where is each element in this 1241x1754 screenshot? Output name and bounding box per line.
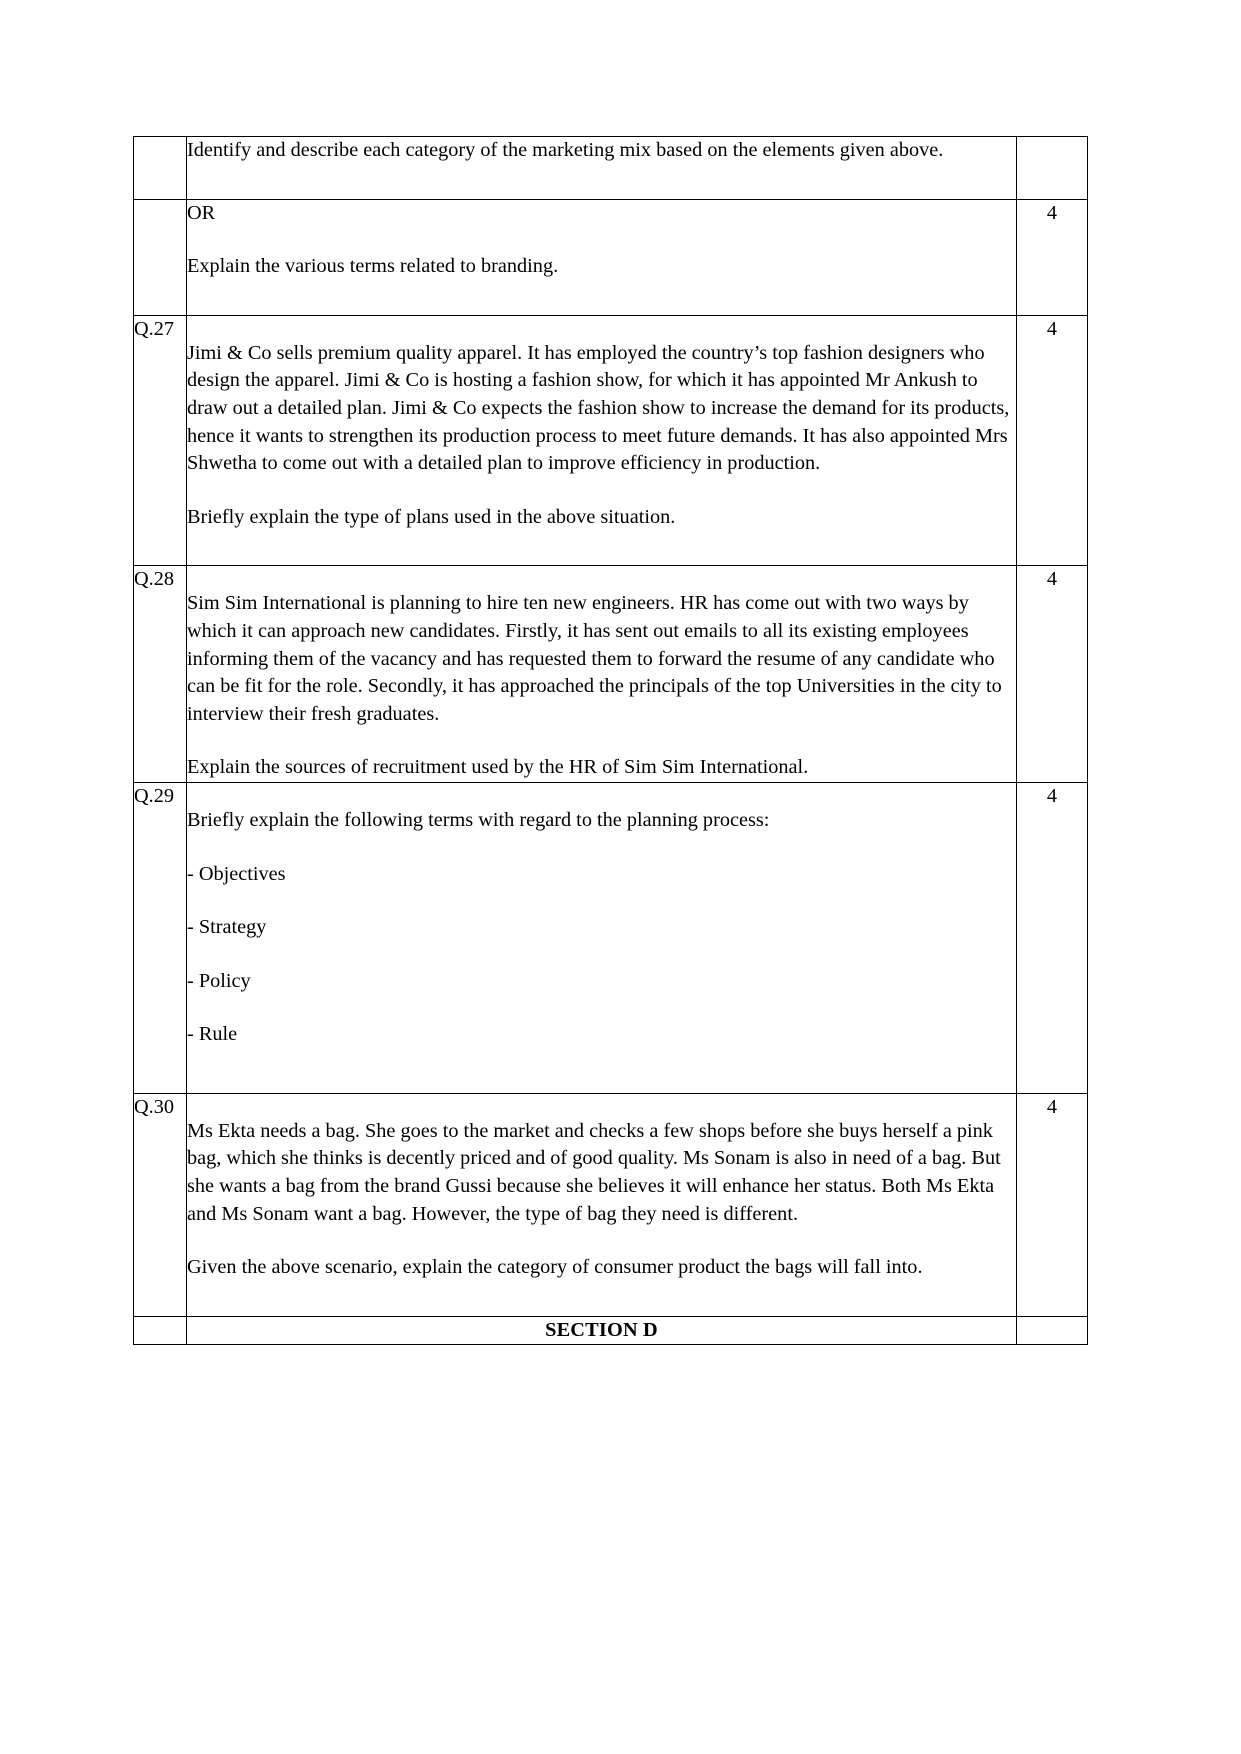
question-body-cell (187, 782, 1017, 1093)
marks-cell (1017, 137, 1088, 200)
cell-spacer (187, 281, 1016, 315)
question-paragraph: Jimi & Co sells premium quality apparel. It has employed the country’s top fashion designers who design the apparel. Jimi & Co is hosting a fashion show, for which it has appointed Mr Ankush to draw out a detailed plan. Jimi & Co expects the fashion show to increase the demand for its products, hence it wants to strengthen its production process to meet future demands. It has also appointed Mrs Shwetha to come out with a detailed plan to improve efficiency in production. (187, 341, 1010, 475)
question-table (133, 136, 1088, 1345)
question-number-cell (134, 199, 187, 315)
cell-spacer (187, 165, 1016, 199)
question-number-cell: Q.28 (134, 566, 187, 783)
question-body-cell (187, 199, 1017, 315)
list-item: - Objectives (187, 862, 286, 885)
question-body-cell (187, 315, 1017, 566)
question-number-cell (134, 1316, 187, 1345)
question-instruction: Briefly explain the following terms with regard to the planning process: (187, 808, 770, 831)
marks-cell: 4 (1017, 315, 1088, 566)
question-instruction: Given the above scenario, explain the category of consumer product the bags will fall into. (187, 1256, 923, 1279)
cell-spacer (187, 1049, 1016, 1093)
or-label: OR (187, 201, 216, 224)
list-item: - Rule (187, 1023, 238, 1046)
cell-spacer (187, 1282, 1016, 1316)
marks-cell: 4 (1017, 782, 1088, 1093)
question-paragraph: Ms Ekta needs a bag. She goes to the market and checks a few shops before she buys herself a pink bag, which she thinks is decently priced and of good quality. Ms Sonam is also in need of a bag. But she wants a bag from the brand Gussi because she believes it will enhance her status. Both Ms Ekta and Ms Sonam want a bag. However, the type of bag they need is different. (187, 1119, 1001, 1225)
table-row (134, 1316, 1088, 1345)
list-item: - Policy (187, 969, 251, 992)
table-row (134, 199, 1088, 315)
question-body-cell (187, 566, 1017, 783)
table-row (134, 782, 1088, 1093)
question-paragraph: Sim Sim International is planning to hire ten new engineers. HR has come out with two ways by which it can approach new candidates. Firstly, it has sent out emails to all its existing employees informing them of the vacancy and has requested them to forward the resume of any candidate who can be fit for the role. Secondly, it has approached the principals of the top Universities in the city to interview their fresh graduates. (187, 592, 1002, 725)
table-row (134, 566, 1088, 783)
question-body-cell (187, 137, 1017, 200)
marks-cell (1017, 1316, 1088, 1345)
table-row (134, 137, 1088, 200)
question-instruction: Briefly explain the type of plans used in the above situation. (187, 505, 676, 528)
question-number-cell: Q.29 (134, 782, 187, 1093)
question-number-cell: Q.27 (134, 315, 187, 566)
list-item: - Strategy (187, 916, 267, 939)
question-number-cell (134, 137, 187, 200)
question-paragraph: Identify and describe each category of the marketing mix based on the elements given above. (187, 139, 944, 161)
table-row (134, 315, 1088, 566)
question-body-cell (187, 1093, 1017, 1316)
question-paragraph: Explain the various terms related to branding. (187, 255, 559, 278)
marks-cell: 4 (1017, 199, 1088, 315)
cell-spacer (187, 531, 1016, 565)
marks-cell: 4 (1017, 1093, 1088, 1316)
marks-cell: 4 (1017, 566, 1088, 783)
section-heading: SECTION D (187, 1316, 1017, 1345)
question-instruction: Explain the sources of recruitment used by the HR of Sim Sim International. (187, 756, 809, 779)
table-row (134, 1093, 1088, 1316)
question-number-cell: Q.30 (134, 1093, 187, 1316)
